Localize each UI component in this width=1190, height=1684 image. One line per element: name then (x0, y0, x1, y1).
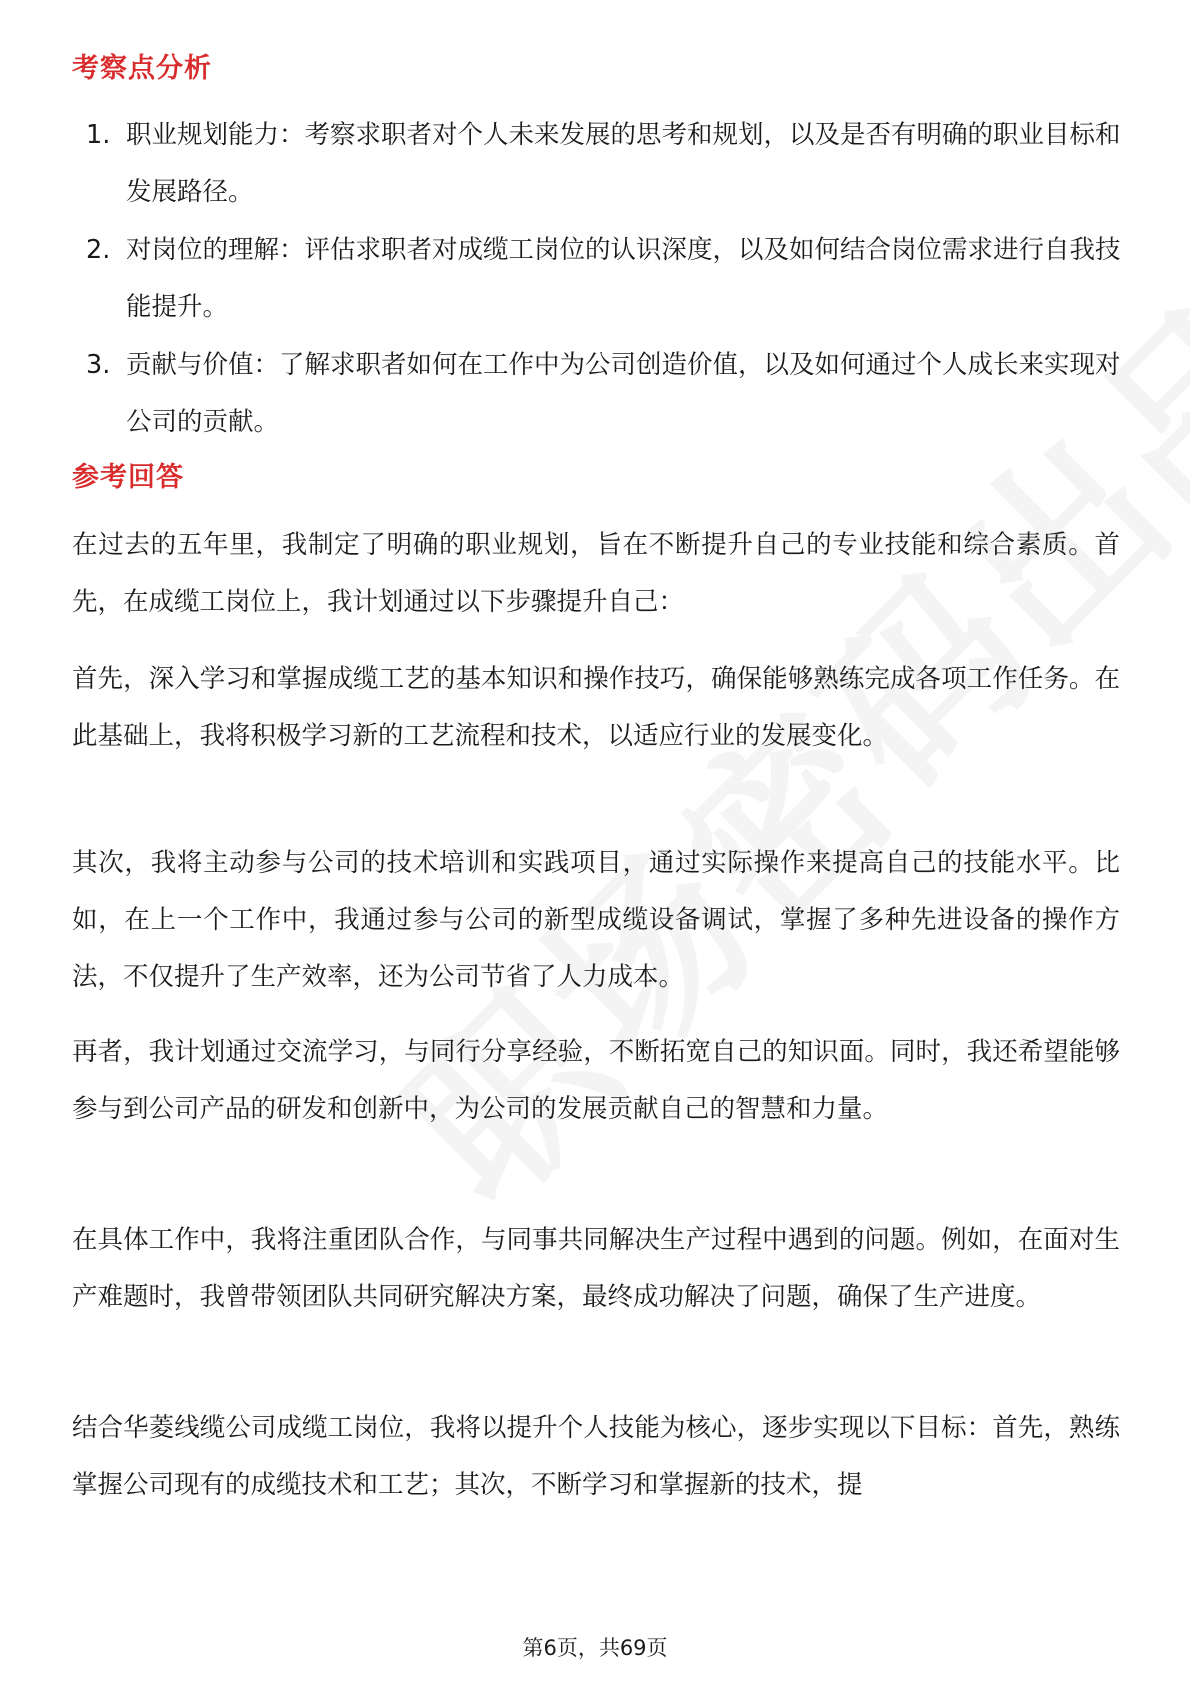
list-item-number: 2. (86, 235, 111, 265)
answer-paragraph: 在具体工作中，我将注重团队合作，与同事共同解决生产过程中遇到的问题。例如，在面对生产难题时，我曾带领团队共同研究解决方案，最终成功解决了问题，确保了生产进度。 (72, 1225, 1120, 1312)
list-item-number: 3. (86, 350, 111, 380)
list-item (72, 107, 1122, 221)
list-item (72, 222, 1122, 336)
list-item-text: 职业规划能力：考察求职者对个人未来发展的思考和规划，以及是否有明确的职业目标和发展路径。 (126, 120, 1121, 207)
list-item (72, 337, 1122, 451)
answer-paragraph: 首先，深入学习和掌握成缆工艺的基本知识和操作技巧，确保能够熟练完成各项工作任务。在此基础上，我将积极学习新的工艺流程和技术，以适应行业的发展变化。 (72, 664, 1120, 751)
analysis-list (72, 107, 1122, 452)
list-item-text: 对岗位的理解：评估求职者对成缆工岗位的认识深度，以及如何结合岗位需求进行自我技能提升。 (126, 235, 1121, 322)
answer-paragraph: 结合华菱线缆公司成缆工岗位，我将以提升个人技能为核心，逐步实现以下目标：首先，熟练掌握公司现有的成缆技术和工艺；其次，不断学习和掌握新的技术，提 (72, 1413, 1120, 1500)
section-title-answer: 参考回答 (72, 462, 184, 493)
answer-paragraph: 再者，我计划通过交流学习，与同行分享经验，不断拓宽自己的知识面。同时，我还希望能够参与到公司产品的研发和创新中，为公司的发展贡献自己的智慧和力量。 (72, 1037, 1120, 1124)
answer-paragraph: 其次，我将主动参与公司的技术培训和实践项目，通过实际操作来提高自己的技能水平。比如，在上一个工作中，我通过参与公司的新型成缆设备调试，掌握了多种先进设备的操作方法，不仅提升了生产效率，还为公司节省了人力成本。 (72, 848, 1120, 992)
list-item-text: 贡献与价值：了解求职者如何在工作中为公司创造价值，以及如何通过个人成长来实现对公司的贡献。 (126, 350, 1121, 437)
answer-paragraph: 在过去的五年里，我制定了明确的职业规划，旨在不断提升自己的专业技能和综合素质。首先，在成缆工岗位上，我计划通过以下步骤提升自己： (72, 530, 1120, 617)
page-number: 第6页，共69页 (522, 1636, 668, 1660)
section-title-analysis: 考察点分析 (72, 53, 212, 84)
list-item-number: 1. (86, 120, 111, 150)
